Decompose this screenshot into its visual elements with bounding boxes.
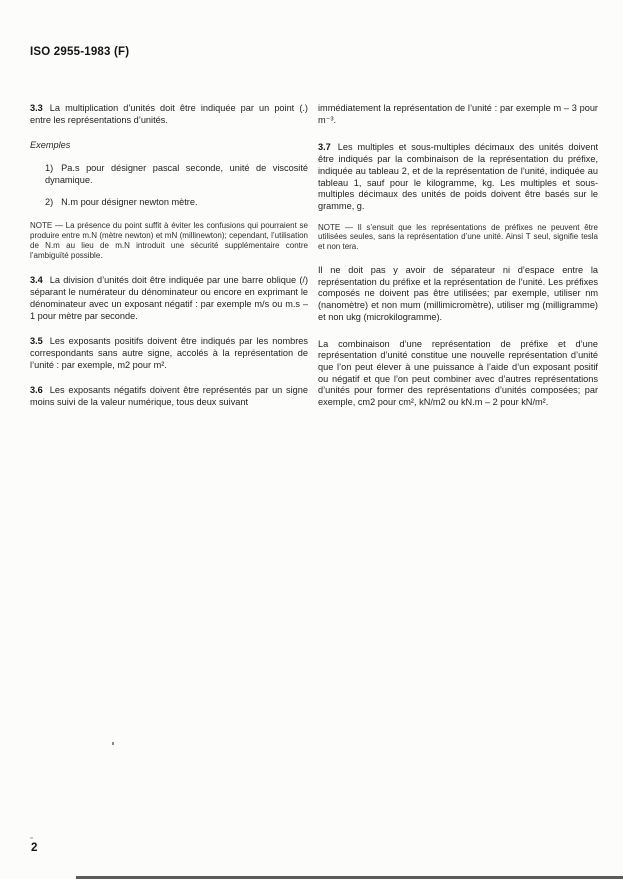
- section-text: Les exposants positifs doivent être indiqués par les nombres correspondants sans autre signe, accolés à la représentation de l’unité : par exemple, m2 pour m².: [30, 336, 308, 370]
- page-number: 2: [31, 842, 38, 854]
- examples-label: Exemples: [30, 140, 71, 151]
- paragraph-prefix-separator: Il ne doit pas y avoir de séparateur ni d’espace entre la représentation du préfixe et la représentation de l’unité. Les préfixes composés ne doivent pas être utilisées; par exemple, utiliser nm (nanomètre) et non mum (millimicromètre), utiliser mg (milligramme) et non ukg (microkilogramme).: [318, 265, 598, 322]
- right-column: [318, 103, 598, 409]
- section-text: Les exposants négatifs doivent être représentés par un signe moins suivi de la valeur numérique, tous deux suivant: [30, 385, 308, 408]
- section-3-7: [318, 142, 598, 212]
- scan-speck-artifact: [112, 742, 114, 745]
- section-3-6: [30, 385, 308, 408]
- section-3-5: [30, 336, 308, 371]
- document-reference-header: ISO 2955-1983 (F): [30, 46, 130, 58]
- example-text: N.m pour désigner newton mètre.: [61, 196, 198, 207]
- section-number: 3.5: [30, 336, 43, 347]
- section-text: La multiplication d’unités doit être indiquée par un point (.) entre les représentations d’unités.: [30, 103, 308, 125]
- example-item-2: [45, 197, 308, 209]
- section-text: La division d’unités doit être indiquée par une barre oblique (/) séparant le numérateur du dénominateur ou encore en exprimant le dénominateur avec un exposant négatif : par exemple m/s ou m.s – 1 pour mètre par seconde.: [30, 275, 308, 321]
- section-3-4: [30, 275, 308, 322]
- example-text: Pa.s pour désigner pascal seconde, unité de viscosité dynamique.: [45, 163, 308, 185]
- note-section-3-3: NOTE — La présence du point suffit à éviter les confusions qui pourraient se produire entre m.N (mètre newton) et mN (millinewton); cependant, l’utilisation de N.m au lieu de m.N introduit une sécurité supplémentaire contre l’ambiguïté possible.: [30, 221, 308, 260]
- section-number: 3.6: [30, 385, 43, 396]
- example-number: 2): [45, 196, 54, 207]
- section-3-6-continuation: immédiatement la représentation de l’unité : par exemple m – 3 pour m⁻³.: [318, 103, 598, 125]
- paragraph-prefix-combination: La combinaison d’une représentation de préfixe et d’une représentation d’unité constitue une nouvelle représentation d’unité que l’on peut élever à une puissance à l’aide d’un exposant positif ou négatif et que l’on peut combiner avec d’autres représentations d’unités pour former des représentations d’unités composées; par exemple, cm2 pour cm², kN/m2 ou kN.m – 2 pour kN/m².: [318, 338, 598, 408]
- section-number: 3.4: [30, 275, 43, 286]
- section-number: 3.3: [30, 103, 43, 113]
- section-text: Les multiples et sous-multiples décimaux des unités doivent être indiqués par la combinaison de la représentation du préfixe, indiquée au tableau 2, et de la représentation de l’unité, indiquée au tableau 1, sauf pour le kilogramme, kg. Les multiples et sous-multiples décimaux des unités de poids doivent être basés sur le gramme, g.: [318, 142, 598, 211]
- section-3-3: [30, 103, 308, 126]
- example-item-1: [45, 163, 308, 186]
- note-section-3-7: NOTE — Il s’ensuit que les représentations de préfixes ne peuvent être utilisées seules, sans la représentation d’une unité. Ainsi T seul, signifie tesla et non tera.: [318, 222, 598, 252]
- section-number: 3.7: [318, 142, 331, 153]
- example-number: 1): [45, 163, 54, 174]
- scan-speck-artifact: [30, 837, 33, 839]
- left-column: [30, 103, 308, 409]
